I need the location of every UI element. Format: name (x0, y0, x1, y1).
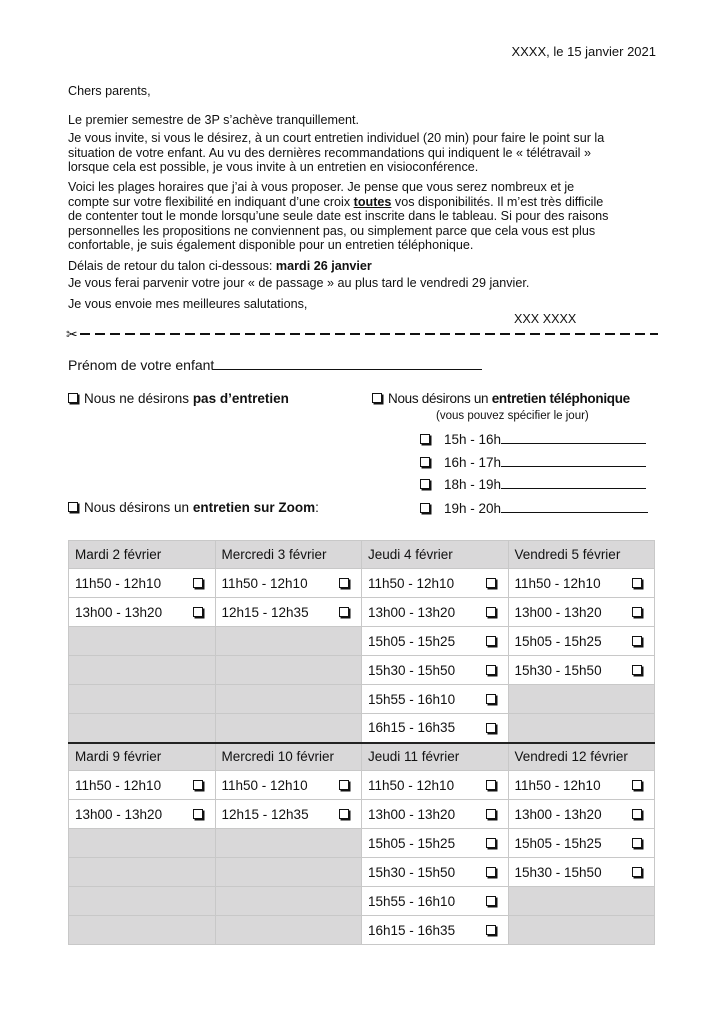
time-slot-cell[interactable] (362, 858, 509, 887)
time-slot-label: 12h15 - 12h35 (221, 604, 309, 620)
day-header: Mercredi 10 février (215, 743, 362, 771)
empty-cell (215, 627, 362, 656)
time-slot-label: 15h55 - 16h10 (368, 691, 456, 707)
time-slot-label: 15h30 - 15h50 (514, 662, 602, 678)
time-slot-cell[interactable] (362, 627, 509, 656)
option-text-bold: entretien téléphonique (491, 391, 630, 406)
phone-slot-line[interactable] (501, 443, 646, 444)
option-text: Nous désirons un (388, 391, 492, 406)
time-slot-label: 15h30 - 15h50 (514, 864, 602, 880)
checkbox-icon[interactable] (632, 665, 642, 675)
empty-cell (215, 916, 362, 945)
time-slot-cell[interactable] (69, 569, 216, 598)
table-row (69, 800, 655, 829)
phone-slot-row[interactable] (420, 501, 648, 516)
time-slot-label: 15h05 - 15h25 (368, 633, 456, 649)
day-header-row (69, 743, 655, 771)
time-slot-label: 15h05 - 15h25 (514, 633, 602, 649)
emphasis-toutes: toutes (353, 194, 392, 209)
day-header: Jeudi 4 février (362, 541, 509, 569)
checkbox-icon[interactable] (486, 665, 496, 675)
time-slot-label: 11h50 - 12h10 (368, 575, 455, 591)
time-slot-label: 11h50 - 12h10 (75, 575, 162, 591)
time-slot-cell[interactable] (69, 800, 216, 829)
time-slot-label: 13h00 - 13h20 (75, 806, 163, 822)
time-slot-label: 15h05 - 15h25 (368, 835, 456, 851)
empty-cell (69, 829, 216, 858)
time-slot-cell[interactable] (508, 829, 655, 858)
checkbox-icon[interactable] (420, 457, 430, 467)
checkbox-icon[interactable] (486, 867, 496, 877)
time-slot-cell[interactable] (69, 598, 216, 627)
table-row (69, 829, 655, 858)
time-slot-label: 11h50 - 12h10 (514, 777, 601, 793)
paragraph-line: Voici les plages horaires que j’ai à vous proposer. Je pense que vous serez nombreux et je (68, 180, 575, 194)
checkbox-icon[interactable] (486, 925, 496, 935)
time-slot-label: 12h15 - 12h35 (221, 806, 309, 822)
checkbox-icon[interactable] (339, 578, 349, 588)
time-slot-cell[interactable] (215, 800, 362, 829)
dashed-divider (80, 333, 658, 335)
phone-slot-row[interactable] (420, 477, 646, 492)
option-text-bold: entretien sur Zoom (192, 500, 316, 515)
child-name-label: Prénom de votre enfant (68, 357, 215, 373)
checkbox-icon[interactable] (339, 607, 349, 617)
phone-slot-line[interactable] (501, 466, 646, 467)
phone-slot-line[interactable] (501, 512, 648, 513)
time-slot-cell[interactable] (362, 714, 509, 743)
time-slot-cell[interactable] (215, 771, 362, 800)
checkbox-icon[interactable] (632, 838, 642, 848)
notify-line: Je vous ferai parvenir votre jour « de passage » au plus tard le vendredi 29 janvier. (68, 276, 530, 290)
checkbox-icon[interactable] (632, 780, 642, 790)
time-slot-label: 11h50 - 12h10 (75, 777, 162, 793)
empty-cell (69, 714, 216, 743)
empty-cell (215, 858, 362, 887)
phone-slot-label: 18h - 19h (444, 477, 502, 492)
paragraph-line: personnelles les propositions ne conviennent pas, ou simplement parce que cela vous est plus (68, 223, 596, 238)
text: vos disponibilités. Il m’est très difficile (391, 194, 604, 209)
option-text-bold: pas d’entretien (192, 391, 289, 406)
text: compte sur votre flexibilité en indiquant d’une croix (68, 194, 354, 209)
checkbox-icon[interactable] (486, 780, 496, 790)
checkbox-icon[interactable] (420, 434, 430, 444)
checkbox-icon[interactable] (632, 809, 642, 819)
time-slot-label: 13h00 - 13h20 (368, 806, 456, 822)
checkbox-icon[interactable] (420, 479, 430, 489)
paragraph-line: situation de votre enfant. Au vu des dernières recommandations qui indiquent le « télétravail » (68, 145, 591, 160)
phone-slot-label: 19h - 20h (444, 501, 502, 516)
paragraph-line: lorsque cela est possible, je vous invite à un entretien en visioconférence. (68, 160, 479, 174)
checkbox-icon[interactable] (486, 694, 496, 704)
empty-cell (215, 714, 362, 743)
day-header: Vendredi 12 février (508, 743, 655, 771)
table-row (69, 685, 655, 714)
empty-cell (69, 858, 216, 887)
option-text: : (315, 500, 319, 515)
paragraph-line: Je vous invite, si vous le désirez, à un court entretien individuel (20 min) pour faire le point sur la (68, 131, 605, 145)
paragraph-line (68, 195, 668, 210)
time-slot-label: 11h50 - 12h10 (221, 575, 308, 591)
phone-slot-row[interactable] (420, 432, 646, 447)
paragraph-line: de contenter tout le monde lorsqu’une seule date est inscrite dans le tableau. Si pour des raisons (68, 209, 609, 223)
empty-cell (69, 685, 216, 714)
time-slot-label: 13h00 - 13h20 (368, 604, 456, 620)
empty-cell (215, 829, 362, 858)
checkbox-icon[interactable] (339, 809, 349, 819)
checkbox-icon[interactable] (193, 780, 203, 790)
checkbox-icon[interactable] (68, 393, 78, 403)
schedule-table (68, 540, 655, 945)
checkbox-icon[interactable] (193, 809, 203, 819)
time-slot-cell[interactable] (362, 656, 509, 685)
time-slot-cell[interactable] (508, 627, 655, 656)
checkbox-icon[interactable] (486, 838, 496, 848)
table-row (69, 858, 655, 887)
time-slot-label: 13h00 - 13h20 (514, 806, 602, 822)
time-slot-cell[interactable] (215, 598, 362, 627)
time-slot-cell[interactable] (508, 598, 655, 627)
day-header: Jeudi 11 février (362, 743, 509, 771)
time-slot-label: 15h30 - 15h50 (368, 864, 456, 880)
empty-cell (508, 685, 655, 714)
time-slot-label: 15h30 - 15h50 (368, 662, 456, 678)
option-phone-interview[interactable] (372, 391, 630, 406)
checkbox-icon[interactable] (372, 393, 382, 403)
time-slot-cell[interactable] (362, 887, 509, 916)
checkbox-icon[interactable] (339, 780, 349, 790)
time-slot-cell[interactable] (215, 569, 362, 598)
signature: XXX XXXX (514, 312, 577, 326)
child-name-input-line[interactable] (214, 357, 482, 370)
time-slot-label: 15h05 - 15h25 (514, 835, 602, 851)
cut-line (66, 326, 658, 342)
empty-cell (69, 656, 216, 685)
empty-cell (69, 627, 216, 656)
paragraph-line: confortable, je suis également disponible pour un entretien téléphonique. (68, 238, 474, 252)
time-slot-cell[interactable] (362, 829, 509, 858)
table-row (69, 887, 655, 916)
checkbox-icon[interactable] (486, 578, 496, 588)
time-slot-cell[interactable] (508, 858, 655, 887)
phone-slot-label: 16h - 17h (444, 455, 502, 470)
checkbox-icon[interactable] (193, 607, 203, 617)
table-row (69, 627, 655, 656)
phone-slot-line[interactable] (501, 488, 646, 489)
deadline-value: mardi 26 janvier (275, 259, 372, 273)
day-header: Mercredi 3 février (215, 541, 362, 569)
empty-cell (508, 887, 655, 916)
checkbox-icon[interactable] (68, 502, 78, 512)
empty-cell (508, 916, 655, 945)
checkbox-icon[interactable] (632, 607, 642, 617)
empty-cell (215, 887, 362, 916)
table-row (69, 916, 655, 945)
time-slot-label: 16h15 - 16h35 (368, 922, 456, 938)
option-no-interview[interactable] (68, 391, 289, 406)
option-zoom-interview[interactable] (68, 500, 319, 515)
checkbox-icon[interactable] (486, 723, 496, 733)
checkbox-icon[interactable] (193, 578, 203, 588)
table-row (69, 598, 655, 627)
paragraph-intro: Le premier semestre de 3P s’achève tranquillement. (68, 113, 359, 127)
checkbox-icon[interactable] (486, 809, 496, 819)
time-slot-cell[interactable] (362, 771, 509, 800)
table-row (69, 771, 655, 800)
time-slot-cell[interactable] (362, 800, 509, 829)
paragraph-timeslots (68, 180, 668, 253)
phone-slot-row[interactable] (420, 455, 646, 470)
time-slot-cell[interactable] (362, 685, 509, 714)
empty-cell (508, 714, 655, 743)
time-slot-cell[interactable] (362, 569, 509, 598)
time-slot-cell[interactable] (362, 598, 509, 627)
time-slot-label: 15h55 - 16h10 (368, 893, 456, 909)
option-text: Nous désirons un (84, 500, 193, 515)
day-header: Mardi 2 février (69, 541, 216, 569)
table-row (69, 656, 655, 685)
time-slot-label: 11h50 - 12h10 (514, 575, 601, 591)
time-slot-label: 13h00 - 13h20 (75, 604, 163, 620)
empty-cell (69, 887, 216, 916)
checkbox-icon[interactable] (420, 503, 430, 513)
time-slot-cell[interactable] (508, 569, 655, 598)
time-slot-cell[interactable] (362, 916, 509, 945)
time-slot-cell[interactable] (508, 800, 655, 829)
empty-cell (69, 916, 216, 945)
phone-note: (vous pouvez spécifier le jour) (436, 410, 589, 422)
phone-slot-label: 15h - 16h (444, 432, 502, 447)
time-slot-label: 16h15 - 16h35 (368, 720, 456, 736)
time-slot-cell[interactable] (508, 656, 655, 685)
child-name-field[interactable] (68, 357, 482, 373)
time-slot-label: 11h50 - 12h10 (221, 777, 308, 793)
paragraph-invitation (68, 131, 668, 175)
checkbox-icon[interactable] (486, 607, 496, 617)
day-header-row (69, 541, 655, 569)
empty-cell (215, 656, 362, 685)
checkbox-icon[interactable] (632, 578, 642, 588)
table-row (69, 714, 655, 743)
time-slot-label: 13h00 - 13h20 (514, 604, 602, 620)
checkbox-icon[interactable] (632, 867, 642, 877)
time-slot-cell[interactable] (508, 771, 655, 800)
checkbox-icon[interactable] (486, 896, 496, 906)
scissors-icon: ✂ (66, 326, 78, 342)
checkbox-icon[interactable] (486, 636, 496, 646)
day-header: Vendredi 5 février (508, 541, 655, 569)
time-slot-cell[interactable] (69, 771, 216, 800)
table-row (69, 569, 655, 598)
deadline-line (68, 259, 668, 274)
checkbox-icon[interactable] (632, 636, 642, 646)
time-slot-label: 11h50 - 12h10 (368, 777, 455, 793)
empty-cell (215, 685, 362, 714)
letter-date: XXXX, le 15 janvier 2021 (511, 44, 656, 59)
greeting: Chers parents, (68, 84, 151, 98)
deadline-label: Délais de retour du talon ci-dessous: (68, 259, 276, 273)
day-header: Mardi 9 février (69, 743, 216, 771)
closing-line: Je vous envoie mes meilleures salutations, (68, 297, 308, 311)
option-text: Nous ne désirons (84, 391, 193, 406)
